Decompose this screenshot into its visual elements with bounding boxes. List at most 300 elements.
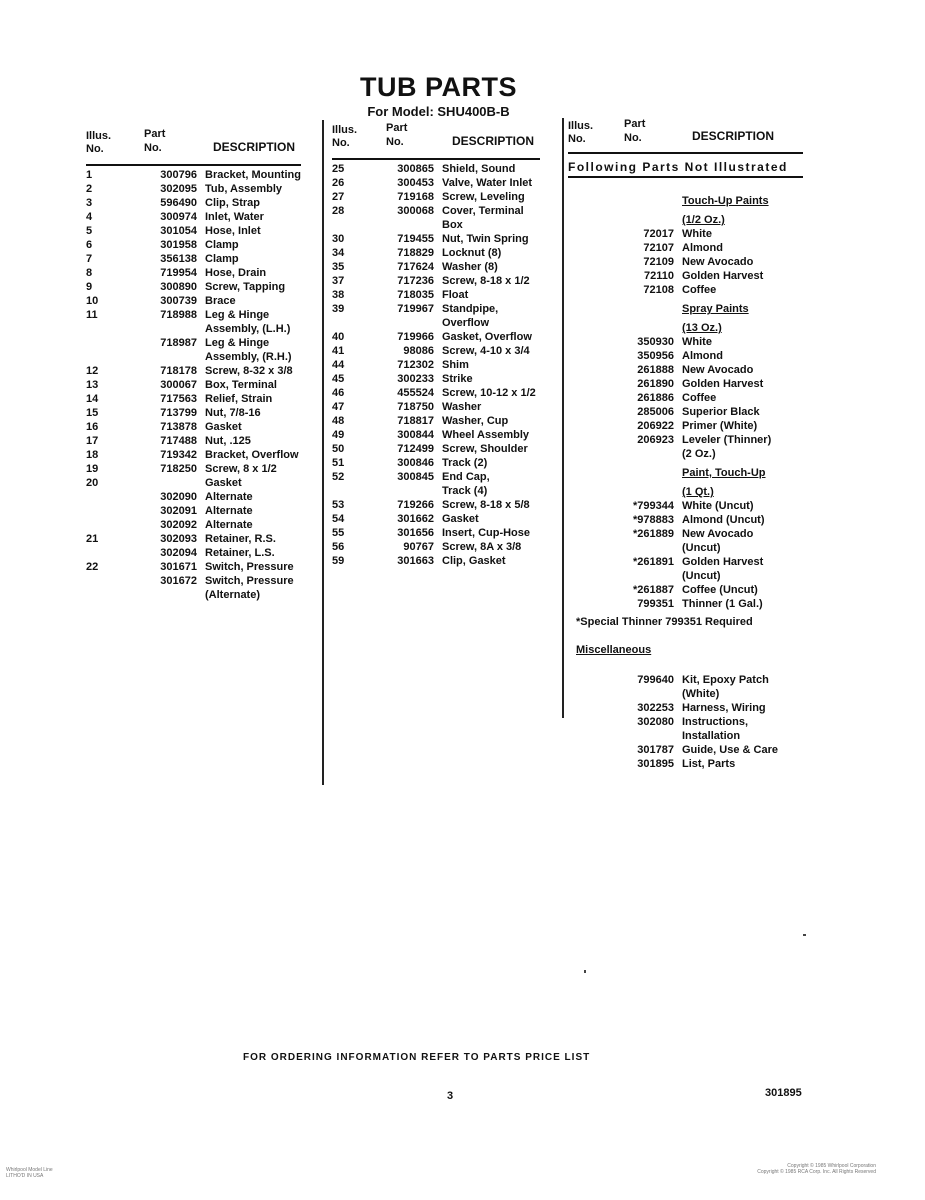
part-row [86,588,301,602]
part-row [86,308,301,322]
header-part: Part [144,128,166,140]
illus-number [568,377,598,391]
part-number: 302091 [160,505,197,517]
part-row [86,266,301,280]
illus-number: 37 [332,275,345,287]
illus-number [86,588,128,602]
part-number: 718035 [397,289,434,301]
part-number: 350930 [637,336,674,348]
part-row [86,490,301,504]
part-description: Float [442,289,469,301]
header-description: DESCRIPTION [452,134,535,148]
part-description: Shim [442,359,469,371]
illus-number: 17 [86,435,99,447]
illus-number: 5 [86,225,93,237]
part-description: Relief, Strain [205,393,273,405]
part-row [568,480,803,499]
illus-number: 45 [332,373,345,385]
part-row [568,461,803,480]
part-number: 356138 [160,253,197,265]
part-row [86,224,301,238]
illus-number: 1 [86,169,93,181]
fine-print-line: Copyright © 1985 Whirlpool Corporation [787,1163,876,1169]
illus-number [332,316,372,330]
illus-number: 41 [332,345,345,357]
part-number: 350956 [637,350,674,362]
part-description: Almond (Uncut) [682,514,765,526]
part-number: *978883 [633,514,674,526]
part-number: 712302 [397,359,434,371]
part-number [598,687,682,701]
part-description: Coffee [682,392,717,404]
illus-number: 8 [86,267,93,279]
illus-number [568,569,598,583]
part-row [86,196,301,210]
part-number: 718817 [397,415,434,427]
part-description: Brace [205,295,236,307]
part-description: Gasket, Overflow [442,331,532,343]
illus-number: 59 [332,555,345,567]
part-row [332,470,540,484]
part-description: Almond [682,242,723,254]
part-description: Screw, 10-12 x 1/2 [442,387,536,399]
part-row [86,532,301,546]
illus-number [86,322,128,336]
part-description: Bracket, Overflow [205,449,299,461]
part-number: 261888 [637,364,674,376]
part-row [86,406,301,420]
page-number: 3 [447,1090,454,1102]
part-number: 719168 [397,191,434,203]
illus-number [568,363,598,377]
part-row [86,280,301,294]
part-number: 302090 [160,491,197,503]
part-description: Valve, Water Inlet [442,177,533,189]
part-row [568,419,803,433]
part-description: Bracket, Mounting [205,169,301,181]
illus-number [332,484,372,498]
part-number: 300845 [397,471,434,483]
part-number: 799640 [637,674,674,686]
part-description: (Uncut) [682,542,721,554]
fine-print-left [6,1167,53,1179]
illus-number: 50 [332,443,345,455]
part-description: Standpipe, [442,303,499,315]
part-description: Box, Terminal [205,379,277,391]
part-description: Gasket [442,513,479,525]
part-description: (Uncut) [682,570,721,582]
part-number: 718988 [160,309,197,321]
section-heading: (13 Oz.) [682,322,722,334]
part-row [568,597,803,611]
part-row [568,757,803,771]
part-description: Strike [442,373,473,385]
part-description: Screw, 8 x 1/2 [205,463,277,475]
part-description: Guide, Use & Care [682,744,778,756]
part-number: 285006 [637,406,674,418]
illus-number [332,218,372,232]
misc-heading: Miscellaneous [576,644,652,656]
part-number: 713878 [160,421,197,433]
part-number: 799351 [637,598,674,610]
part-description: Track (4) [442,485,488,497]
illus-number: 2 [86,183,93,195]
header-part: Part [624,118,646,130]
part-row [86,462,301,476]
illus-number: 19 [86,463,99,475]
part-number: 300974 [160,211,197,223]
part-row [86,252,301,266]
part-number [598,729,682,743]
part-description: Coffee (Uncut) [682,584,758,596]
part-row [568,583,803,597]
illus-number: 54 [332,513,345,525]
illus-number: 20 [86,477,99,489]
part-row [332,246,540,260]
column-header [568,118,803,154]
fine-print-line: LITHO'D IN USA [6,1173,44,1179]
part-description: White [682,228,712,240]
part-row [568,283,803,297]
illus-number: 48 [332,415,345,427]
illus-number [568,527,598,541]
part-number: 261890 [637,378,674,390]
illus-number: 18 [86,449,99,461]
part-description: Washer (8) [442,261,498,273]
part-number: 301054 [160,225,197,237]
part-description: Assembly, (L.H.) [205,323,291,335]
part-number: 596490 [160,197,197,209]
illus-number: 13 [86,379,99,391]
header-illus-no: No. [568,133,586,145]
note-text: *Special Thinner 799351 Required [576,616,753,628]
part-row [86,364,301,378]
part-description: Switch, Pressure [205,561,294,573]
part-description: Alternate [205,491,253,503]
part-description: List, Parts [682,758,736,770]
part-description: Gasket [205,421,242,433]
part-number: 301662 [397,513,434,525]
illus-number [568,715,598,729]
fine-print-right [728,1163,876,1175]
part-description [682,466,803,480]
illus-number: 14 [86,393,99,405]
part-description: Primer (White) [682,420,758,432]
header-part: Part [386,122,408,134]
part-number [372,218,442,232]
part-number: 718987 [160,337,197,349]
part-description: Retainer, R.S. [205,533,276,545]
part-number: 300865 [397,163,434,175]
part-row [86,420,301,434]
part-number: 719266 [397,499,434,511]
part-row [568,555,803,569]
part-description: Almond [682,350,723,362]
illus-number: 9 [86,281,93,293]
fine-print-line: Whirlpool Model Line [6,1167,53,1173]
part-description: Coffee [682,284,717,296]
page-title: TUB PARTS [360,72,517,102]
part-row [568,227,803,241]
part-row [332,204,540,218]
illus-number [568,255,598,269]
part-number: 718829 [397,247,434,259]
part-description: Clamp [205,239,239,251]
part-number [128,350,205,364]
part-row [568,391,803,405]
illus-number: 12 [86,365,99,377]
part-description: Assembly, (R.H.) [205,351,292,363]
illus-number: 21 [86,533,99,545]
illus-number: 3 [86,197,93,209]
part-number: 455524 [397,387,434,399]
illus-number [568,541,598,555]
part-number: 717488 [160,435,197,447]
part-description: Screw, 8-18 x 5/8 [442,499,530,511]
part-row [568,499,803,513]
part-description: Retainer, L.S. [205,547,275,559]
part-number: 72109 [643,256,674,268]
illus-number [568,729,598,743]
part-row [568,541,803,555]
part-number [598,447,682,461]
illus-number: 30 [332,233,345,245]
part-number: 301787 [637,744,674,756]
parts-column-1 [86,126,301,602]
part-number: 300453 [397,177,434,189]
part-row [568,335,803,349]
part-description [682,302,803,316]
part-description [682,213,803,227]
part-description: Gasket [205,477,242,489]
part-row [86,448,301,462]
part-number: *261889 [633,528,674,540]
header-illus-no: No. [86,143,104,155]
illus-number [568,499,598,513]
header-part-no: No. [624,132,642,144]
part-row [568,433,803,447]
part-description: Hose, Inlet [205,225,261,237]
part-row [568,447,803,461]
part-row [332,232,540,246]
part-row [568,178,803,208]
column-divider [322,120,324,785]
part-description: Tub, Assembly [205,183,283,195]
part-row [86,238,301,252]
part-row [86,322,301,336]
part-number: 717236 [397,275,434,287]
part-description: Inlet, Water [205,211,264,223]
part-description: Washer, Cup [442,415,509,427]
part-number: 302080 [637,716,674,728]
part-row [86,182,301,196]
part-description: Screw, 8A x 3/8 [442,541,522,553]
illus-number: 49 [332,429,345,441]
part-description: Leveler (Thinner) [682,434,772,446]
part-number: 719954 [160,267,197,279]
illus-number [568,583,598,597]
header-illus-no: No. [332,137,350,149]
part-number: 300846 [397,457,434,469]
part-description [682,485,803,499]
part-description: (Alternate) [205,589,261,601]
part-description: (2 Oz.) [682,448,716,460]
part-number: 719455 [397,233,434,245]
illus-number: 51 [332,457,345,469]
illus-number: 55 [332,527,345,539]
illus-number [568,701,598,715]
part-description: Leg & Hinge [205,337,270,349]
part-row [86,574,301,588]
part-number: 300739 [160,295,197,307]
illus-number [86,546,128,560]
part-description: Screw, 4-10 x 3/4 [442,345,530,357]
part-number: 719342 [160,449,197,461]
part-description: Cover, Terminal [442,205,524,217]
part-number: *799344 [633,500,674,512]
part-number: 713799 [160,407,197,419]
part-description: Leg & Hinge [205,309,270,321]
special-thinner-note [568,611,803,631]
illus-number [568,433,598,447]
part-number: 301895 [637,758,674,770]
part-number: 300844 [397,429,434,441]
part-row [568,687,803,701]
part-number: 90767 [403,541,434,553]
part-row [332,442,540,456]
illus-number [568,391,598,405]
scan-speck [584,970,586,973]
part-description: Golden Harvest [682,556,764,568]
illus-number: 4 [86,211,93,223]
part-number: 72110 [644,270,674,282]
part-row [332,428,540,442]
part-number: 302092 [160,519,197,531]
part-description: Alternate [205,519,253,531]
part-number: 72017 [643,228,674,240]
part-description: New Avocado [682,364,754,376]
part-row [568,208,803,227]
illus-number: 26 [332,177,345,189]
part-row [86,392,301,406]
illus-number [568,405,598,419]
illus-number [86,518,128,532]
illus-number: 27 [332,191,345,203]
part-number [128,476,205,490]
illus-number [568,241,598,255]
illus-number: 46 [332,387,345,399]
fine-print-line: Copyright © 1985 RCA Corp. Inc. All Rights Reserved [757,1169,876,1175]
section-heading: (1/2 Oz.) [682,214,725,226]
illus-number: 15 [86,407,99,419]
not-illustrated-subheader: Following Parts Not Illustrated [568,160,803,178]
part-number: 302093 [160,533,197,545]
part-row [86,518,301,532]
section-heading: Touch-Up Paints [682,195,769,207]
part-row [332,218,540,232]
part-number: 300068 [397,205,434,217]
part-description: Overflow [442,317,490,329]
part-row [568,349,803,363]
illus-number [568,335,598,349]
part-row [332,400,540,414]
illus-number: 34 [332,247,345,259]
misc-heading-row [568,631,803,657]
illus-number: 28 [332,205,345,217]
part-row [86,336,301,350]
illus-number: 7 [86,253,93,265]
illus-number [86,336,128,350]
part-row [86,378,301,392]
part-row [332,302,540,316]
part-row [86,350,301,364]
part-description: Locknut (8) [442,247,502,259]
ordering-info-footer: FOR ORDERING INFORMATION REFER TO PARTS PRICE LIST [243,1052,591,1063]
part-description: Track (2) [442,457,488,469]
part-number: 301958 [160,239,197,251]
part-row [332,316,540,330]
illus-number [568,349,598,363]
part-row [568,729,803,743]
part-description: Hose, Drain [205,267,267,279]
part-row [568,715,803,729]
part-description: Shield, Sound [442,163,516,175]
part-row [568,673,803,687]
part-row [332,288,540,302]
illus-number: 38 [332,289,345,301]
part-description: Washer [442,401,482,413]
illus-number [568,743,598,757]
illus-number: 52 [332,471,345,483]
illus-number: 44 [332,359,345,371]
part-description: New Avocado [682,528,754,540]
part-number: 719967 [397,303,434,315]
parts-column-3 [568,118,803,771]
part-row [332,176,540,190]
part-number: 717624 [397,261,434,273]
illus-number [568,283,598,297]
part-number: 302253 [637,702,674,714]
illus-number [86,350,128,364]
illus-number [568,757,598,771]
part-description: Nut, Twin Spring [442,233,529,245]
part-description: Instructions, [682,716,749,728]
part-row [86,504,301,518]
part-number: 718178 [160,365,197,377]
part-number: 301663 [397,555,434,567]
part-number: 98086 [403,345,434,357]
part-row [332,274,540,288]
header-illus: Illus. [568,120,594,132]
part-row [332,456,540,470]
part-number: 72108 [643,284,674,296]
part-number: *261887 [633,584,674,596]
part-row [86,476,301,490]
part-number: 301656 [397,527,434,539]
part-description [682,194,803,208]
header-part-no: No. [386,136,404,148]
part-description: Clamp [205,253,239,265]
part-row [568,377,803,391]
illus-number [568,597,598,611]
part-number: 719966 [397,331,434,343]
part-number: 712499 [397,443,434,455]
part-number [128,322,205,336]
part-description: Screw, 8-32 x 3/8 [205,365,293,377]
illus-number [568,269,598,283]
document-number: 301895 [765,1087,802,1099]
part-description: Installation [682,730,741,742]
